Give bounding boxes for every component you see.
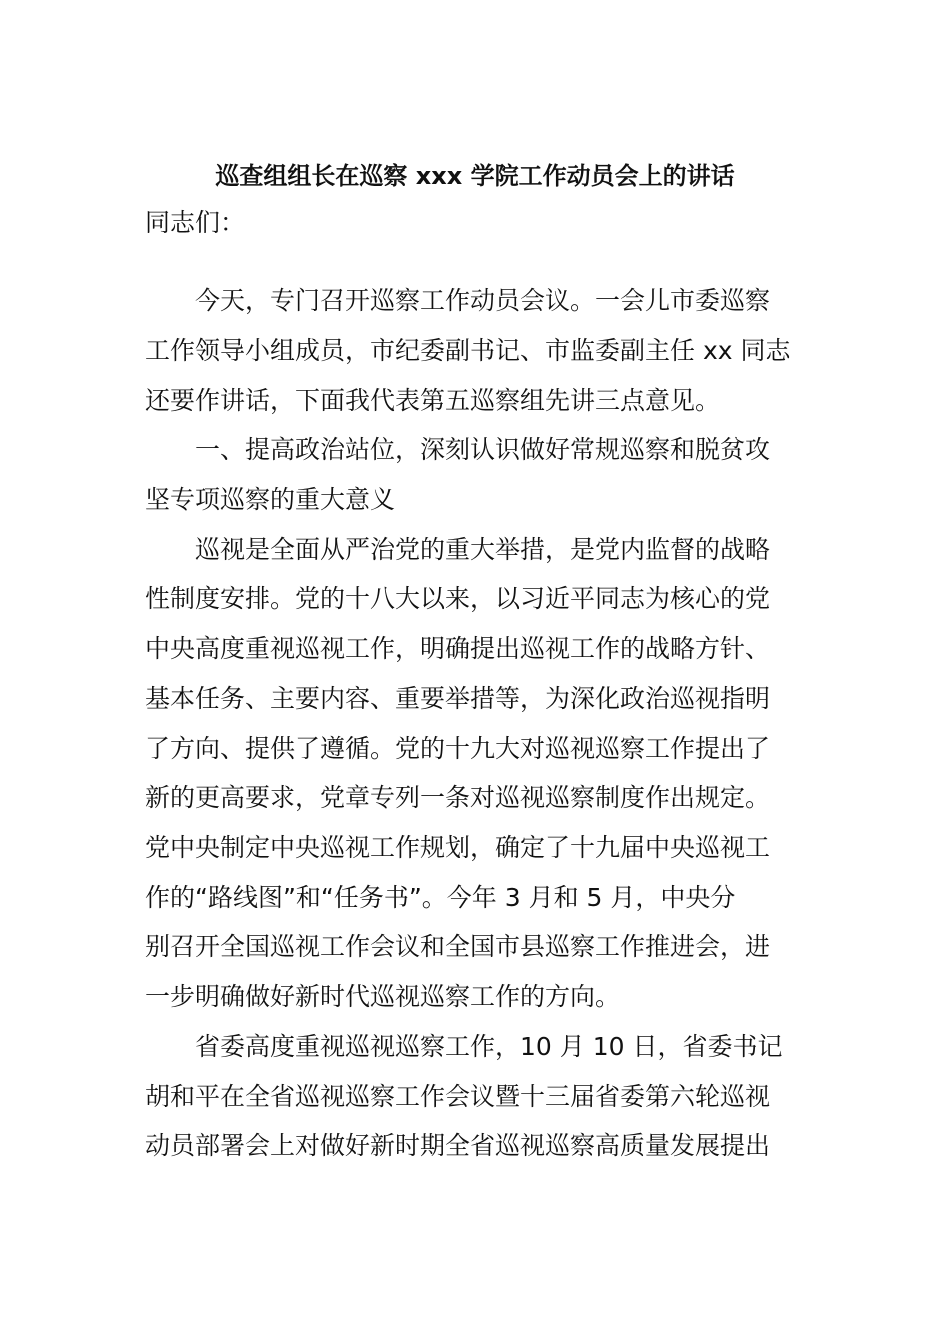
text-line: 一步明确做好新时代巡视巡察工作的方向。 — [145, 982, 621, 1011]
text-line: 省委高度重视巡视巡察工作，10 月 10 日，省委书记 — [195, 1032, 783, 1061]
text-line: 中央高度重视巡视工作，明确提出巡视工作的战略方针、 — [145, 634, 771, 663]
section-heading-line: 坚专项巡察的重大意义 — [145, 485, 396, 514]
text-line: 胡和平在全省巡视巡察工作会议暨十三届省委第六轮巡视 — [145, 1082, 771, 1111]
text-line: 了方向、提供了遵循。党的十九大对巡视巡察工作提出了 — [145, 734, 771, 763]
document-title: 巡查组组长在巡察 xxx 学院工作动员会上的讲话 — [215, 162, 735, 190]
text-line: 基本任务、主要内容、重要举措等，为深化政治巡视指明 — [145, 684, 771, 713]
section-heading-line: 一、提高政治站位，深刻认识做好常规巡察和脱贫攻 — [195, 435, 771, 464]
text-line: 巡视是全面从严治党的重大举措，是党内监督的战略 — [195, 535, 771, 564]
text-line: 性制度安排。党的十八大以来，以习近平同志为核心的党 — [145, 584, 771, 613]
text-line: 新的更高要求，党章专列一条对巡视巡察制度作出规定。 — [145, 783, 771, 812]
text-line: 今天，专门召开巡察工作动员会议。一会儿市委巡察 — [195, 286, 771, 315]
salutation-line: 同志们： — [145, 208, 246, 237]
text-line: 党中央制定中央巡视工作规划，确定了十九届中央巡视工 — [145, 833, 771, 862]
text-line: 工作领导小组成员，市纪委副书记、市监委副主任 xx 同志 — [145, 336, 791, 365]
text-line: 动员部署会上对做好新时期全省巡视巡察高质量发展提出 — [145, 1131, 771, 1160]
text-line: 别召开全国巡视工作会议和全国市县巡察工作推进会，进 — [145, 932, 771, 961]
text-line: 还要作讲话，下面我代表第五巡察组先讲三点意见。 — [145, 386, 721, 415]
text-line: 作的“路线图”和“任务书”。今年 3 月和 5 月，中央分 — [145, 883, 736, 912]
